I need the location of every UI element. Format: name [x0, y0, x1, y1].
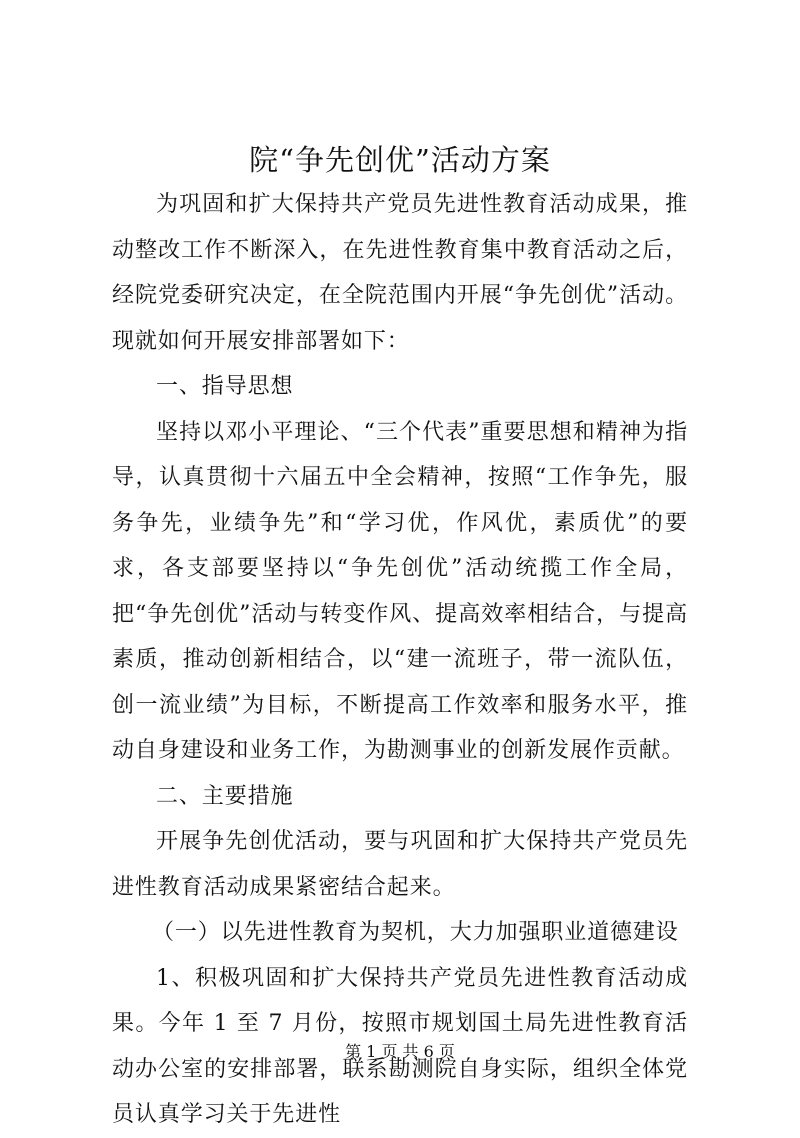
page-footer: 第 1 页 共 6 页 [345, 1042, 455, 1061]
item-1-paragraph: 1、积极巩固和扩大保持共产党员先进性教育活动成果。今年 1 至 7 月份，按照市规划国土局先进性教育活动办公室的安排部署，联系勘测院自身实际，组织全体党员认真学习关于先进性 [112, 965, 688, 1127]
document-body [112, 182, 688, 1138]
subsection-heading-1: （一）以先进性教育为契机，大力加强职业道德建设 [152, 920, 679, 945]
guiding-ideology-paragraph: 坚持以邓小平理论、“三个代表”重要思想和精神为指导，认真贯彻十六届五中全会精神，按照“工作争先，服务争先，业绩争先”和“学习优，作风优，素质优”的要求，各支部要坚持以“争先创优”活动统揽工作全局，把“争先创优”活动与转变作风、提高效率相结合，与提高素质，推动创新相结合，以“建一流班子，带一流队伍，创一流业绩”为目标，不断提高工作效率和服务水平，推动自身建设和业务工作，为勘测事业的创新发展作贡献。 [112, 419, 688, 763]
document-title: 院“争先创优”活动方案 [249, 143, 551, 177]
section-heading-main-measures: 二、主要措施 [156, 783, 294, 809]
intro-paragraph: 为巩固和扩大保持共产党员先进性教育活动成果，推动整改工作不断深入，在先进性教育集中教育活动之后，经院党委研究决定，在全院范围内开展“争先创优”活动。现就如何开展安排部署如下： [112, 192, 688, 354]
section-heading-guiding-ideology: 一、指导思想 [156, 374, 294, 399]
main-measures-paragraph: 开展争先创优活动，要与巩固和扩大保持共产党员先进性教育活动成果紧密结合起来。 [112, 829, 688, 900]
